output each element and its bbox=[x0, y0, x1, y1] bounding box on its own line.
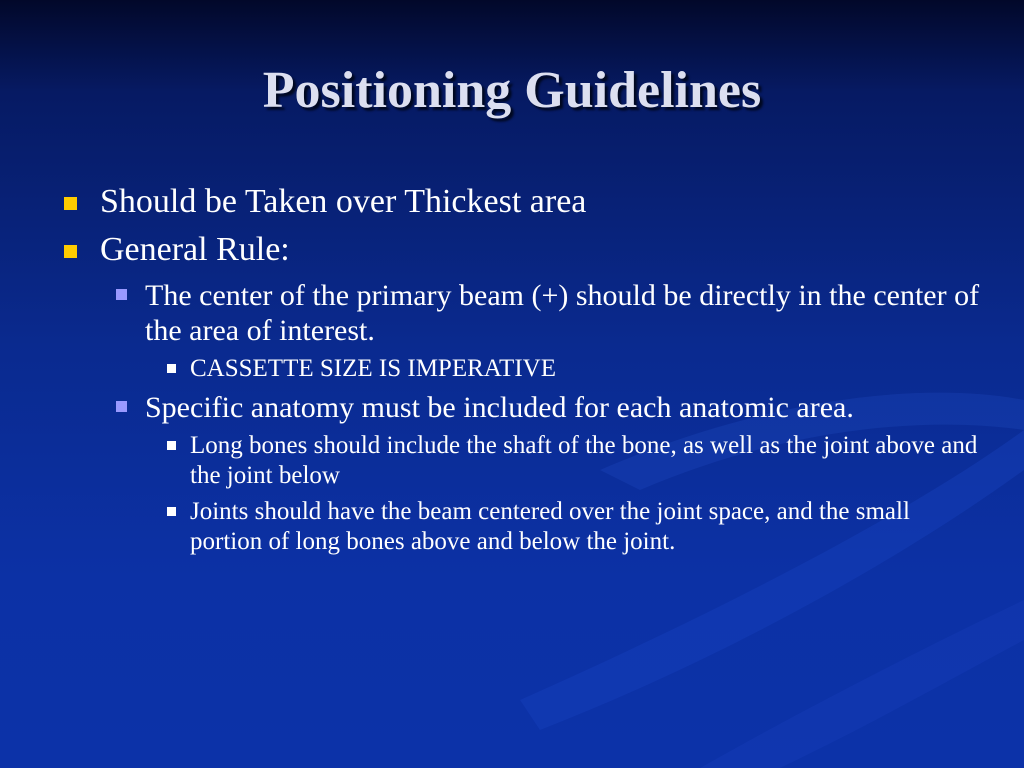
square-bullet-icon bbox=[116, 289, 127, 300]
square-bullet-icon bbox=[64, 197, 77, 210]
square-bullet-icon bbox=[64, 245, 77, 258]
bullet-item-level2 bbox=[60, 278, 980, 348]
bullet-item-level3 bbox=[60, 497, 980, 557]
bullet-item-level3 bbox=[60, 354, 980, 384]
bullet-text: Long bones should include the shaft of the bone, as well as the joint above and the joint below bbox=[190, 432, 978, 489]
square-bullet-icon bbox=[167, 507, 176, 516]
square-bullet-icon bbox=[167, 441, 176, 450]
bullet-text: The center of the primary beam (+) should be directly in the center of the area of interest. bbox=[145, 279, 980, 347]
bullet-text: Should be Taken over Thickest area bbox=[100, 183, 587, 220]
bullet-item-level1 bbox=[60, 230, 980, 270]
bullet-text: CASSETTE SIZE IS IMPERATIVE bbox=[190, 355, 556, 382]
bullet-item-level2 bbox=[60, 390, 980, 425]
bullet-item-level1 bbox=[60, 182, 980, 222]
bullet-text: Specific anatomy must be included for each anatomic area. bbox=[145, 391, 854, 424]
bullet-text: Joints should have the beam centered over the joint space, and the small portion of long bones above and below the joint. bbox=[190, 498, 910, 555]
bullet-item-level3 bbox=[60, 431, 980, 491]
square-bullet-icon bbox=[116, 401, 127, 412]
slide-title: Positioning Guidelines bbox=[262, 62, 762, 119]
bullet-text: General Rule: bbox=[100, 231, 290, 268]
square-bullet-icon bbox=[167, 364, 176, 373]
bullet-list bbox=[60, 182, 980, 563]
